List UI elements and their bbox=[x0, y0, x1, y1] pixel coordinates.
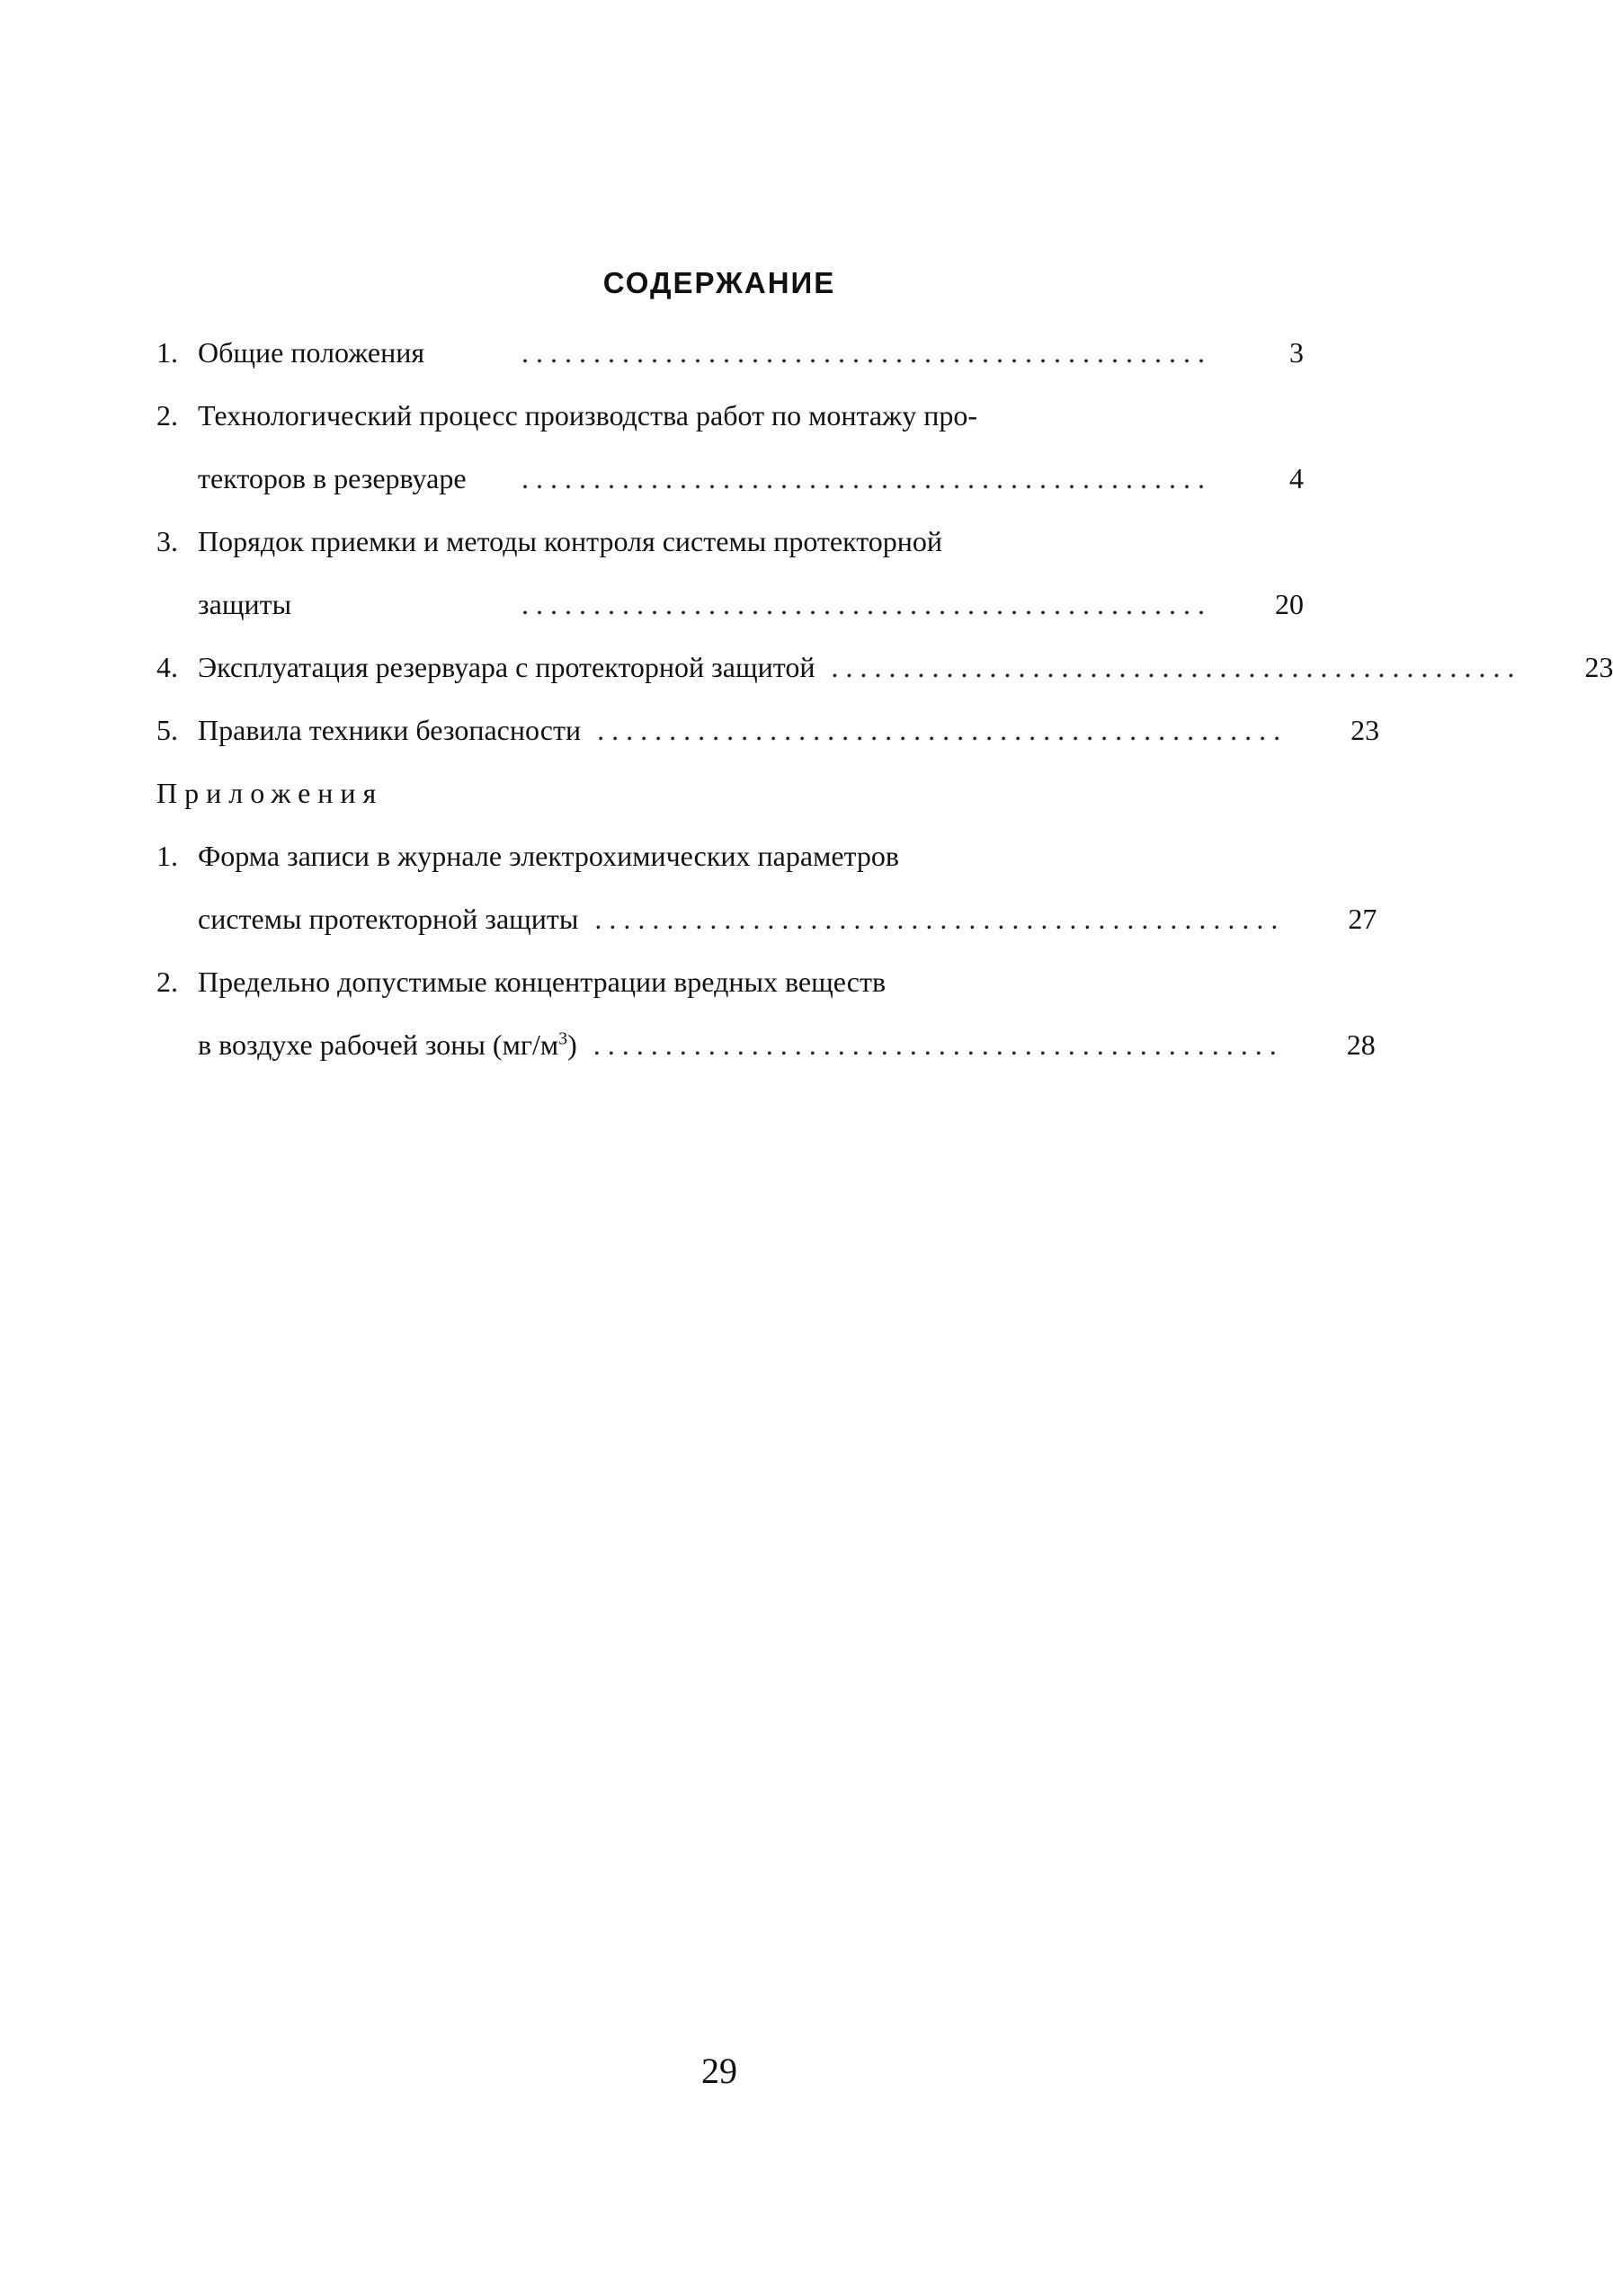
toc-entry-4[interactable] bbox=[156, 644, 1613, 690]
toc-entry-2[interactable] bbox=[156, 392, 1304, 439]
page-number: 29 bbox=[701, 2051, 737, 2091]
entry-title: Предельно допустимые концентрации вредных веществ bbox=[198, 966, 887, 998]
entry-number: 2. bbox=[156, 399, 178, 432]
title-text: в воздухе рабочей зоны (мг/м bbox=[198, 1028, 559, 1061]
entry-page: 28 bbox=[1346, 1028, 1376, 1061]
entry-title: Форма записи в журнале электрохимических параметров bbox=[198, 840, 899, 872]
toc-appendix-1-continued[interactable] bbox=[156, 895, 1377, 942]
entry-page: 3 bbox=[1289, 336, 1304, 369]
appendix-heading: Приложения bbox=[156, 777, 384, 809]
toc-entry-1[interactable] bbox=[156, 329, 1304, 376]
entry-title: Эксплуатация резервуара с протекторной защитой bbox=[198, 651, 815, 683]
toc-appendix-1[interactable] bbox=[156, 832, 1304, 879]
toc-entry-3[interactable] bbox=[156, 518, 1304, 565]
entry-title-continued: системы протекторной защиты bbox=[198, 903, 579, 935]
entry-page: 23 bbox=[1350, 714, 1380, 746]
entry-number: 3. bbox=[156, 525, 178, 557]
dot-leader: . . . . . . . . . . . . . . . . . . . . . . . . . . . . . . . . . . . . . . . . . . . . . . . . bbox=[521, 336, 1205, 369]
entry-page: 4 bbox=[1289, 462, 1304, 494]
toc-entry-5[interactable] bbox=[156, 707, 1380, 753]
entry-title-continued bbox=[156, 1021, 577, 1068]
entry-title: Правила техники безопасности bbox=[198, 714, 582, 746]
toc-entry-2-continued[interactable] bbox=[156, 455, 1304, 502]
entry-page: 27 bbox=[1348, 903, 1377, 935]
entry-title-continued: защиты bbox=[198, 588, 292, 620]
dot-leader: . . . . . . . . . . . . . . . . . . . . . . . . . . . . . . . . . . . . . . . . . . . . . . . . bbox=[831, 651, 1515, 683]
entry-title: Общие положения bbox=[198, 336, 425, 369]
dot-leader: . . . . . . . . . . . . . . . . . . . . . . . . . . . . . . . . . . . . . . . . . . . . . . . . bbox=[597, 714, 1281, 746]
title-text-end: ) bbox=[567, 1028, 577, 1061]
toc-appendix-2[interactable] bbox=[156, 958, 1304, 1005]
dot-leader: . . . . . . . . . . . . . . . . . . . . . . . . . . . . . . . . . . . . . . . . . . . . . . . . bbox=[521, 588, 1205, 620]
entry-title-continued: текторов в резервуаре bbox=[198, 462, 467, 494]
dot-leader: . . . . . . . . . . . . . . . . . . . . . . . . . . . . . . . . . . . . . . . . . . . . . . . . bbox=[594, 903, 1279, 935]
toc-appendix-2-continued[interactable] bbox=[156, 1021, 1376, 1068]
entry-number: 1. bbox=[156, 840, 178, 872]
dot-leader: . . . . . . . . . . . . . . . . . . . . . . . . . . . . . . . . . . . . . . . . . . . . . . . . bbox=[593, 1028, 1277, 1061]
dot-leader: . . . . . . . . . . . . . . . . . . . . . . . . . . . . . . . . . . . . . . . . . . . . . . . . bbox=[521, 462, 1205, 494]
entry-page: 23 bbox=[1584, 651, 1613, 683]
entry-number: 4. bbox=[156, 651, 178, 683]
entry-page: 20 bbox=[1275, 588, 1304, 620]
entry-title: Технологический процесс производства работ по монтажу про- bbox=[198, 399, 978, 432]
entry-title: Порядок приемки и методы контроля системы протекторной bbox=[198, 525, 943, 557]
toc-title: СОДЕРЖАНИЕ bbox=[602, 266, 836, 299]
entry-number: 1. bbox=[156, 336, 178, 369]
superscript: 3 bbox=[558, 1028, 568, 1049]
toc-entry-3-continued[interactable] bbox=[156, 581, 1304, 627]
entry-number: 2. bbox=[156, 966, 178, 998]
entry-number: 5. bbox=[156, 714, 178, 746]
